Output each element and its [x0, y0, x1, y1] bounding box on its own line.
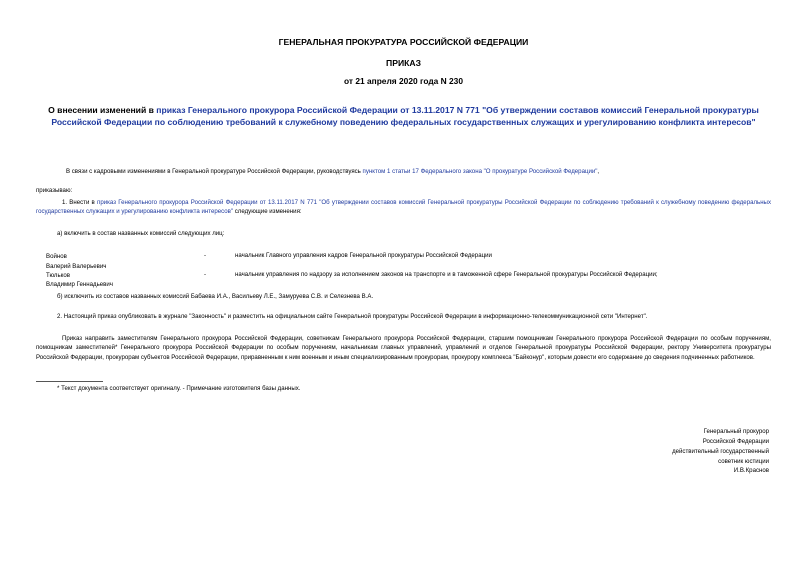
order-word: приказываю: [36, 187, 73, 194]
signature-line-3: действительный государственный [672, 448, 769, 455]
title-order-link[interactable]: приказ Генерального прокурора Российской Федерации от 13.11.2017 N 771 "Об утверждении составов комиссий Генеральной прокуратуры Российской Федерации по соблюдению требований к служебному поведению федеральных государственных служащих и урегулированию конфликта интересов" [51, 105, 759, 128]
member-given-name: Владимир Геннадьевич [46, 281, 113, 288]
p1-suffix: следующие изменения: [233, 208, 302, 216]
footnote-divider [36, 381, 103, 382]
paragraph-1b: б) исключить из составов названных комиссий Бабаева И.А., Васильеву Л.Е., Замуруева С.В. и Селезнева В.А. [57, 293, 374, 300]
intro-suffix: , [597, 168, 600, 175]
paragraph-2: 2. Настоящий приказ опубликовать в журнале "Законность" и разместить на официальном сайте Генеральной прокуратуры Российской Федерации в информационно-телекоммуникационной сети "Интернет". [57, 313, 648, 320]
member-given-name: Валерий Валерьевич [46, 263, 107, 270]
member-surname: Войнов [46, 253, 67, 260]
federal-law-link[interactable]: пунктом 1 статьи 17 Федерального закона "О прокуратуре Российской Федерации" [362, 168, 598, 175]
p1-prefix: 1. Внести в [62, 199, 98, 206]
signature-line-1: Генеральный прокурор [703, 428, 769, 435]
member-dash: - [204, 252, 207, 259]
signer-name: И.В.Краснов [733, 467, 769, 474]
date-number-heading: от 21 апреля 2020 года N 230 [344, 76, 463, 86]
title-prefix: О внесении изменений в [48, 105, 157, 115]
paragraph-1 [36, 198, 771, 217]
signature-line-2: Российской Федерации [702, 438, 769, 445]
member-dash: - [204, 271, 207, 278]
order-771-link[interactable]: приказ Генерального прокурора Российской Федерации от 13.11.2017 N 771 "Об утверждении составов комиссий Генеральной прокуратуры Российской Федерации по соблюдению требований к служебному поведению федеральных государственных служащих и урегулированию конфликта интересов" [36, 199, 771, 216]
signature-line-4: советник юстиции [718, 458, 769, 465]
member-position: начальник Главного управления кадров Генеральной прокуратуры Российской Федерации [235, 252, 492, 259]
member-position: начальник управления по надзору за исполнением законов на транспорте и в таможенной сфере Генеральной прокуратуры Российской Федерации; [235, 271, 658, 278]
intro-paragraph [66, 167, 776, 176]
footnote: * Текст документа соответствует оригиналу. - Примечание изготовителя базы данных. [57, 385, 301, 392]
member-surname: Тюльков [46, 272, 70, 279]
document-type-heading: ПРИКАЗ [386, 58, 421, 68]
intro-prefix: В связи с кадровыми изменениями в Генеральной прокуратуре Российской Федерации, руководствуясь [66, 168, 363, 175]
document-title [36, 104, 771, 128]
organization-heading: ГЕНЕРАЛЬНАЯ ПРОКУРАТУРА РОССИЙСКОЙ ФЕДЕРАЦИИ [278, 37, 529, 47]
paragraph-1a: а) включить в состав названных комиссий следующих лиц: [57, 230, 225, 237]
paragraph-3: Приказ направить заместителям Генерального прокурора Российской Федерации, советникам Генерального прокурора Российской Федерации, старшим помощникам Генерального прокурора Российской Федерации по особым поручениям, помощникам заместителей* Генерального прокурора Российской Федерации по особым поручениям, начальникам главных управлений, управлений и отделов Генеральной прокуратуры Российской Федерации, ректору Университета прокуратуры Российской Федерации, прокурорам субъектов Российской Федерации, приравненным к ним военным и иным специализированным прокурорам, прокурору комплекса "Байконур", которым довести его содержание до сведения подчиненных работников. [36, 335, 771, 361]
